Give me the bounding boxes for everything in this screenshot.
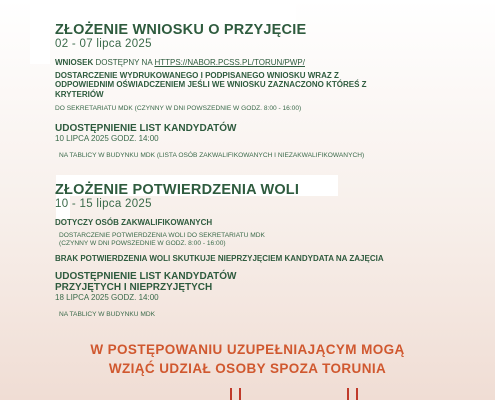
section2-line4: BRAK POTWIERDZENIA WOLI SKUTKUJE NIEPRZYJĘCIEM KANDYDATA NA ZAJĘCIA [55,253,384,263]
section2-line3: (CZYNNY W DNI POWSZEDNIE W GODZ. 8:00 - 16:00) [59,239,226,247]
section1-sub-title: UDOSTĘPNIENIE LIST KANDYDATÓW [55,123,237,134]
section1-line3 [55,105,485,113]
section1-date: 02 - 07 lipca 2025 [55,38,152,50]
section1-sub-date: 10 LIPCA 2025 GODZ. 14:00 [55,134,159,143]
footer-line-2: WZIĄĆ UDZIAŁ OSOBY SPOZA TORUNIA [108,361,387,376]
section2-line1: DOTYCZY OSÓB ZAKWALIFIKOWANYCH [55,218,213,227]
section2-line2: DOSTARCZENIE POTWIERDZENIA WOLI DO SEKRETARIATU MDK [59,231,265,239]
form-link[interactable]: HTTPS://NABOR.PCSS.PL/TORUN/PWP/ [154,58,305,67]
section-confirmation [55,182,485,319]
secretariat-label: DO SEKRETARIATU MDK [55,105,133,112]
section2-sub-title-2: PRZYJĘTYCH I NIEPRZYJĘTYCH [55,282,213,293]
section1-line1 [55,58,485,68]
secretariat-hours: (CZYNNY W DNI POWSZEDNIE W GODZ. 8:00 - 16:00) [132,105,302,112]
section2-sub-note: NA TABLICY W BUDYNKU MDK [59,311,155,318]
footer-line-1: W POSTĘPOWANIU UZUPEŁNIAJĄCYM MOGĄ [90,342,405,357]
section-application [55,22,485,160]
section2-sub-title-1: UDOSTĘPNIENIE LIST KANDYDATÓW [55,271,237,282]
mark-4 [356,388,358,400]
section2-sub-date: 18 LIPCA 2025 GODZ. 14:00 [55,293,159,302]
title-highlight-1b [30,4,50,64]
form-label: WNIOSEK [55,58,94,67]
section1-line2: DOSTARCZENIE WYDRUKOWANEGO I PODPISANEGO WNIOSKU WRAZ Z ODPOWIEDNIM OŚWIADCZENIEM JEŚLI WE WNIOSKU ZAZNACZONO KTÓREŚ Z KRYTERIÓW [55,70,367,99]
section1-title: ZŁOŻENIE WNIOSKU O PRZYJĘCIE [55,22,307,38]
mark-1 [230,388,232,400]
decorative-marks [0,388,495,400]
mark-2 [239,388,241,400]
section1-sub-note: NA TABLICY W BUDYNKU MDK (LISTA OSÓB ZAKWALIFIKOWANYCH I NIEZAKWALIFIKOWANYCH) [59,152,365,159]
form-available-text: DOSTĘPNY NA [93,58,155,67]
mark-3 [347,388,349,400]
section2-date: 10 - 15 lipca 2025 [55,198,152,210]
section2-title: ZŁOŻENIE POTWIERDZENIA WOLI [55,182,300,198]
